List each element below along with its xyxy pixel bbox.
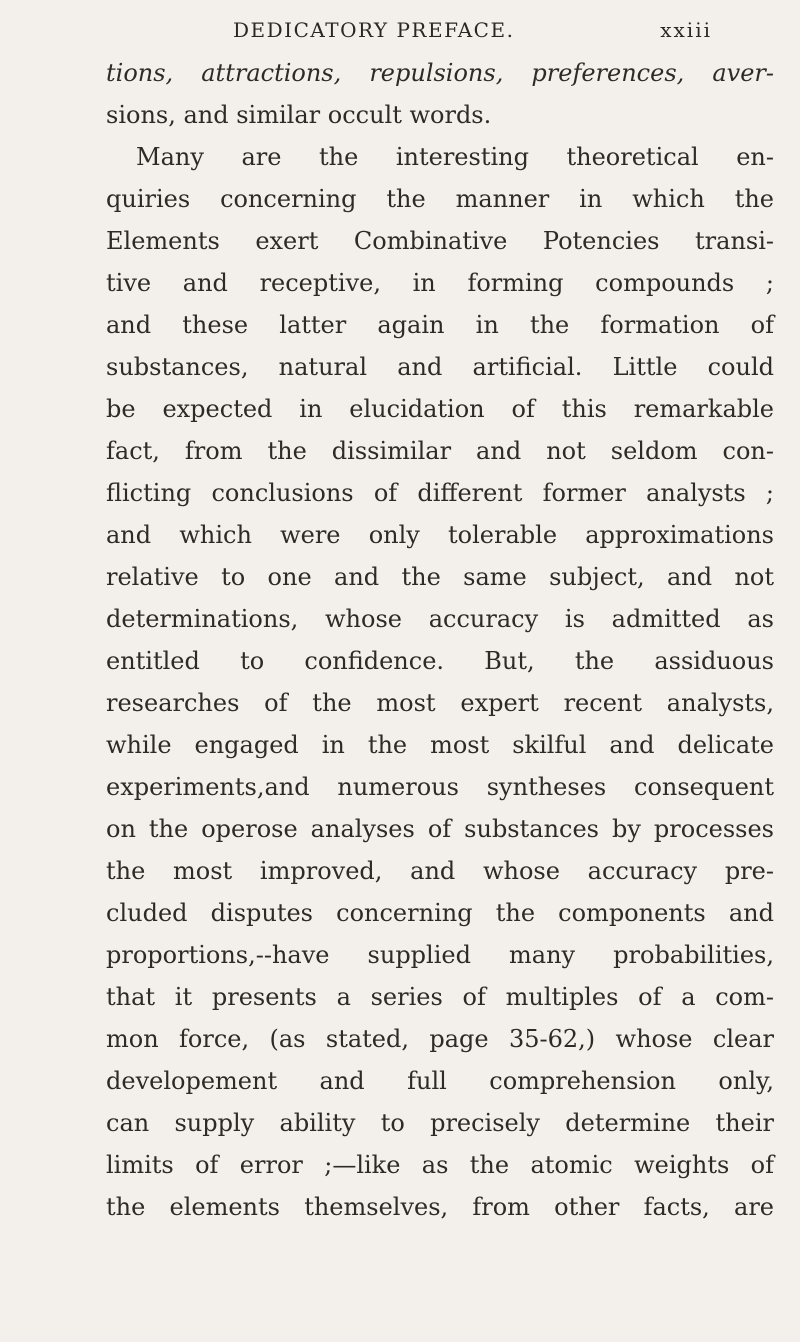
text-line: while engaged in the most skilful and delicate — [106, 731, 774, 759]
text-line: the elements themselves, from other facts, are — [106, 1193, 774, 1221]
text-line: proportions,--have supplied many probabilities, — [106, 941, 774, 969]
text-line: tive and receptive, in forming compounds ; — [106, 269, 774, 297]
text-line: the most improved, and whose accuracy pre- — [106, 857, 774, 885]
text-line: fact, from the dissimilar and not seldom con- — [106, 437, 774, 465]
text-line — [106, 94, 774, 136]
text-line: and these latter again in the formation of — [106, 311, 774, 339]
body-text — [106, 52, 774, 1228]
text-line: be expected in elucidation of this remarkable — [106, 395, 774, 423]
text-line-content: sions, and similar occult words. — [106, 101, 492, 129]
text-line: entitled to confidence. But, the assiduous — [106, 647, 774, 675]
text-line-content: tions, attractions, repulsions, preferences, aver- — [106, 59, 774, 87]
text-line: can supply ability to precisely determine their — [106, 1109, 774, 1137]
text-line: that it presents a series of multiples of a com- — [106, 983, 774, 1011]
text-line — [106, 136, 774, 178]
text-line: and which were only tolerable approximations — [106, 521, 774, 549]
running-head — [138, 10, 712, 46]
text-line: limits of error ;—like as the atomic weights of — [106, 1151, 774, 1179]
text-line: Elements exert Combinative Potencies transi- — [106, 227, 774, 255]
text-line-content: Many are the interesting theoretical en- — [136, 143, 774, 171]
text-line: flicting conclusions of different former analysts ; — [106, 479, 774, 507]
text-line: on the operose analyses of substances by processes — [106, 815, 774, 843]
text-line: developement and full comprehension only, — [106, 1067, 774, 1095]
text-line: determinations, whose accuracy is admitted as — [106, 605, 774, 633]
text-line: substances, natural and artificial. Little could — [106, 353, 774, 381]
text-line: relative to one and the same subject, and not — [106, 563, 774, 591]
text-line: mon force, (as stated, page 35-62,) whose clear — [106, 1025, 774, 1053]
running-head-title: DEDICATORY PREFACE. — [233, 18, 515, 42]
text-line: cluded disputes concerning the components and — [106, 899, 774, 927]
text-line: quiries concerning the manner in which the — [106, 185, 774, 213]
page-number: xxiii — [660, 18, 712, 42]
text-line: experiments,and numerous syntheses consequent — [106, 773, 774, 801]
text-line: researches of the most expert recent analysts, — [106, 689, 774, 717]
text-line — [106, 52, 774, 94]
